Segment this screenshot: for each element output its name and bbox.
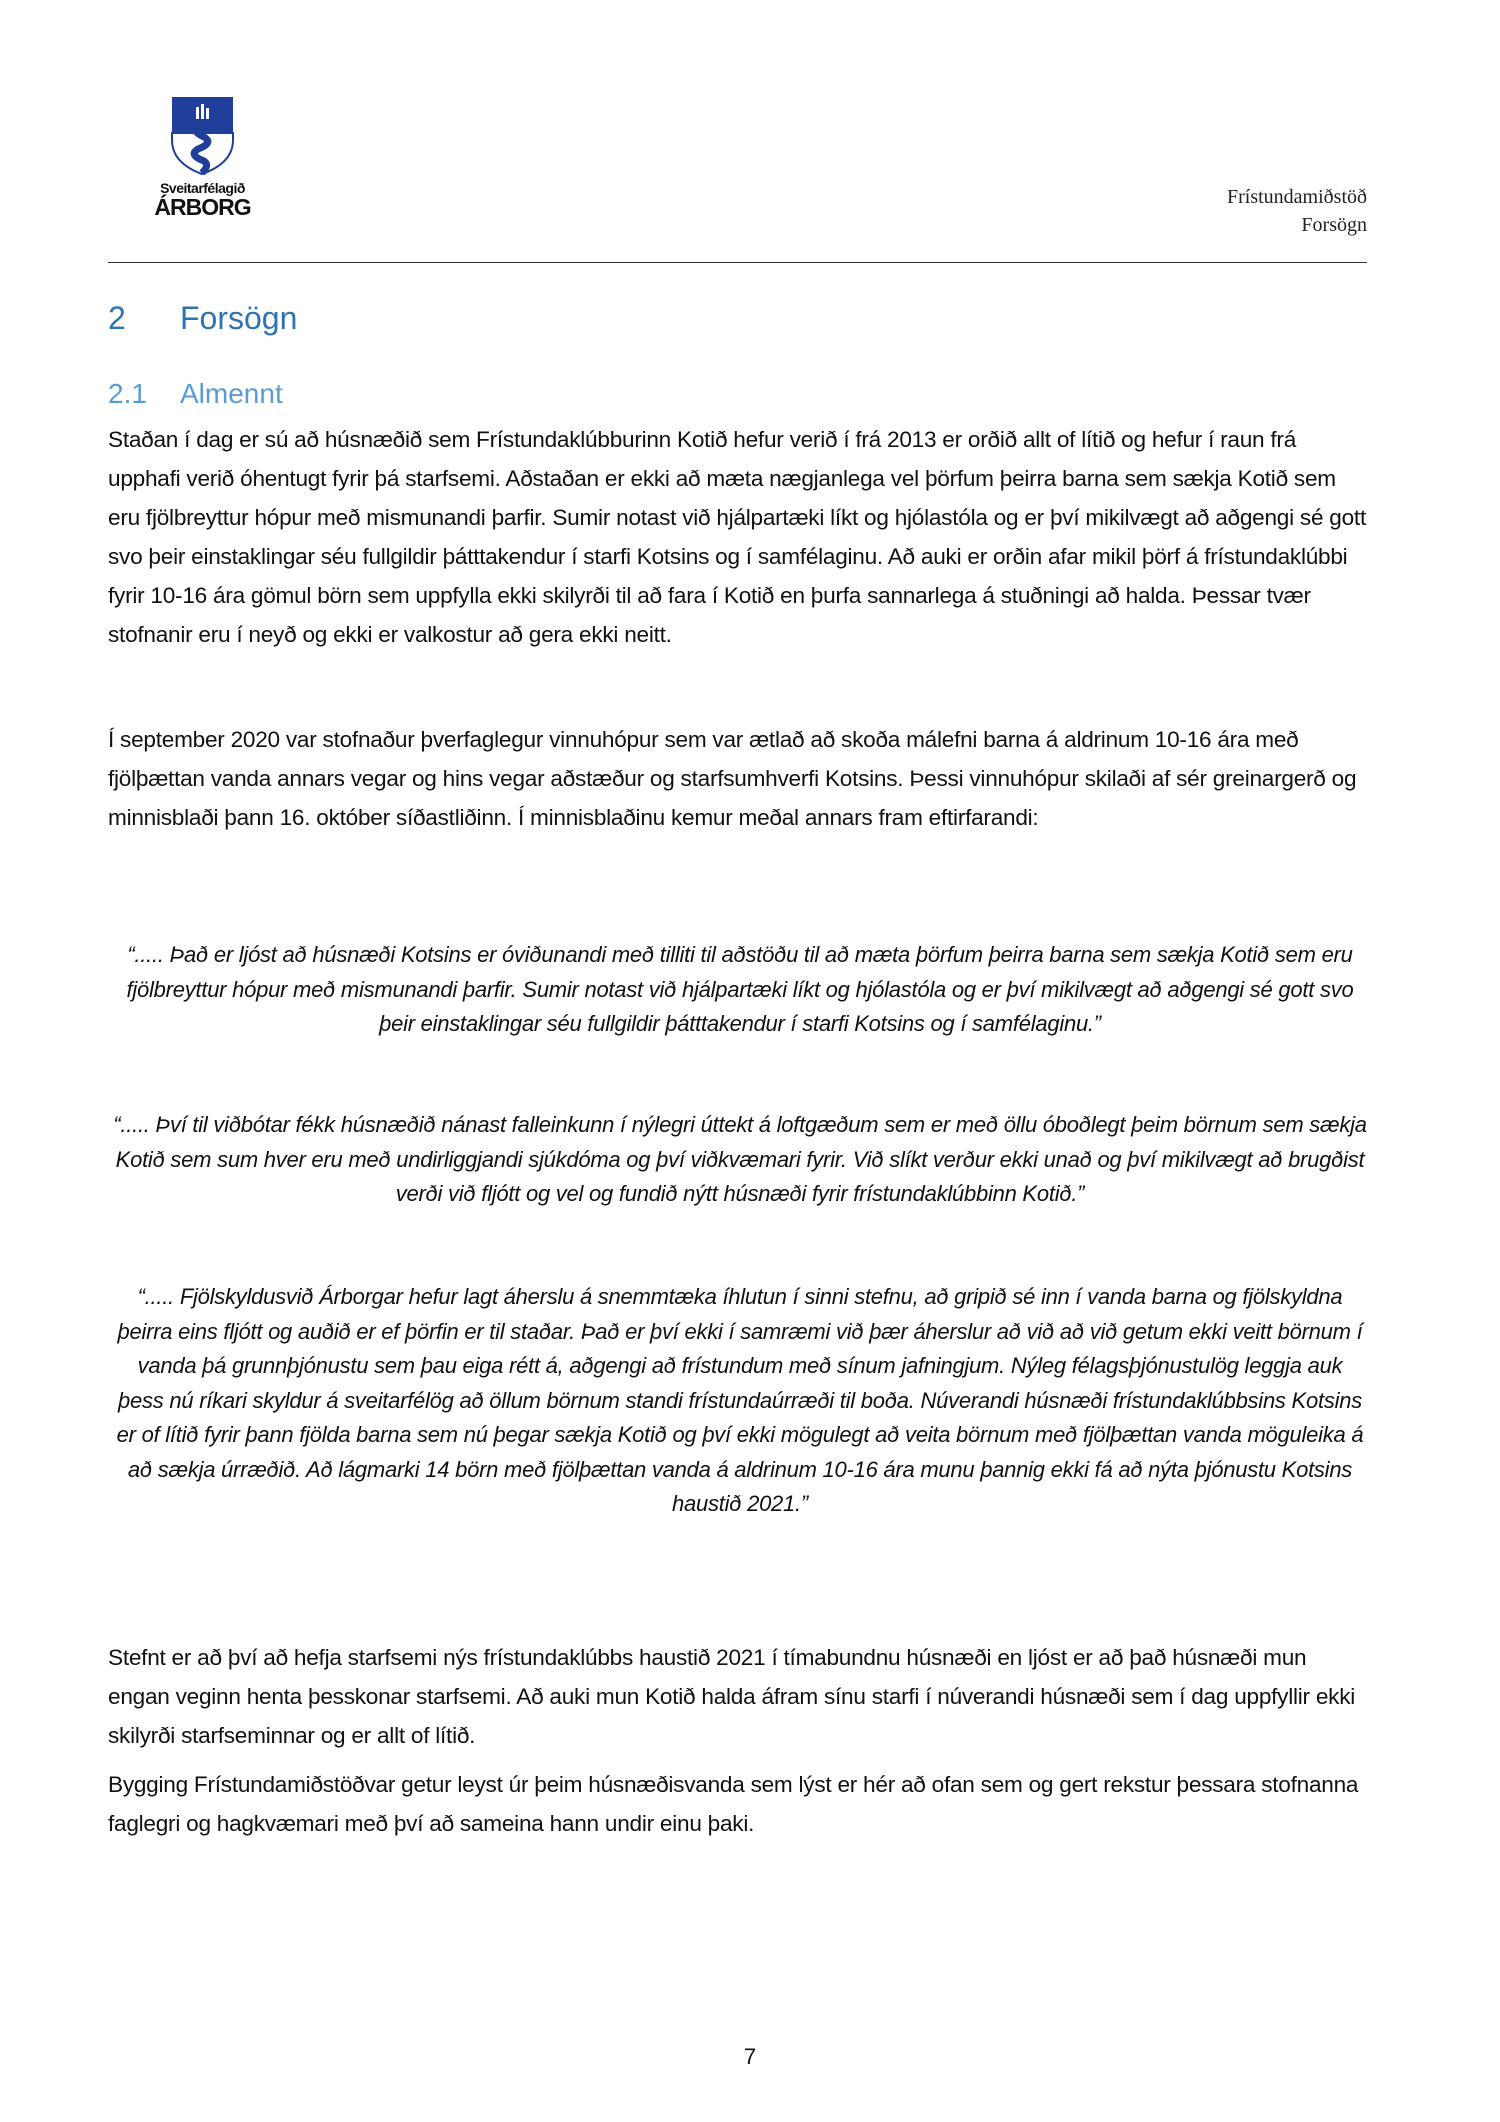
header-section-title: Forsögn — [1301, 214, 1367, 236]
subsection-heading — [108, 378, 283, 410]
section-heading — [108, 300, 297, 337]
coat-of-arms-icon — [150, 95, 255, 175]
logo-text-line2: ÁRBORG — [154, 194, 251, 220]
subsection-number: 2.1 — [108, 378, 147, 409]
municipality-logo — [150, 95, 255, 225]
block-quote: “..... Því til viðbótar fékk húsnæðið nánast falleinkunn í nýlegri úttekt á loftgæðum sem er með öllu óboðlegt þeim börnum sem sækja Kotið sem sum hver eru með undirliggjandi sjúkdóma og því viðkvæmari fyrir. Við slíkt verður ekki unað og því mikilvægt að brugðist verði við fljótt og vel og fundið nýtt húsnæði fyrir frístundaklúbbinn Kotið.” — [113, 1112, 1367, 1206]
section-number: 2 — [108, 300, 126, 336]
header-divider — [108, 262, 1367, 263]
body-paragraph: Staðan í dag er sú að húsnæðið sem Frístundaklúbburinn Kotið hefur verið í frá 2013 er orðið allt of lítið og hefur í raun frá upphafi verið óhentugt fyrir þá starfsemi. Aðstaðan er ekki að mæta nægjanlega vel þörfum þeirra barna sem sækja Kotið sem eru fjölbreyttur hópur með mismunandi þarfir. Sumir notast við hjálpartæki líkt og hjólastóla og er því mikilvægt að aðgengi sé gott svo þeir einstaklingar séu fullgildir þátttakendur í starfi Kotsins og í samfélaginu. Að auki er orðin afar mikil þörf á frístundaklúbbi fyrir 10-16 ára gömul börn sem uppfylla ekki skilyrði til að fara í Kotið en þurfa sannarlega á stuðningi að halda. Þessar tvær stofnanir eru í neyð og ekki er valkostur að gera ekki neitt. — [108, 427, 1366, 647]
body-paragraph: Bygging Frístundamiðstöðvar getur leyst úr þeim húsnæðisvanda sem lýst er hér að ofan sem og gert rekstur þessara stofnanna faglegri og hagkvæmari með því að sameina hann undir einu þaki. — [108, 1772, 1359, 1836]
logo-text-line1: Sveitarfélagið — [160, 180, 245, 196]
page-number: 7 — [743, 2044, 757, 2069]
block-quote: “..... Fjölskyldusvið Árborgar hefur lagt áherslu á snemmtæka íhlutun í sinni stefnu, að gripið sé inn í vanda barna og fjölskyldna þeirra eins fljótt og auðið er ef þörfin er til staðar. Það er því ekki í samræmi við þær áherslur að við að við getum ekki veitt börnum í vanda þá grunnþjónustu sem þau eiga rétt á, aðgengi að frístundum með sínum jafningjum. Nýleg félagsþjónustulög leggja auk þess nú ríkari skyldur á sveitarfélög að öllum börnum standi frístundaúrræði til boða. Núverandi húsnæði frístundaklúbbsins Kotsins er of lítið fyrir þann fjölda barna sem nú þegar sækja Kotið og því ekki mögulegt að veita börnum með fjölþættan vanda möguleika á að sækja úrræðið. Að lágmarki 14 börn með fjölþættan vanda á aldrinum 10-16 ára munu þannig ekki fá að nýta þjónustu Kotsins haustið 2021.” — [116, 1284, 1364, 1516]
body-paragraph: Í september 2020 var stofnaður þverfaglegur vinnuhópur sem var ætlað að skoða málefni barna á aldrinum 10-16 ára með fjölþættan vanda annars vegar og hins vegar aðstæður og starfsumhverfi Kotsins. Þessi vinnuhópur skilaði af sér greinargerð og minnisblaði þann 16. október síðastliðinn. Í minnisblaðinu kemur meðal annars fram eftirfarandi: — [108, 727, 1357, 830]
block-quote: “..... Það er ljóst að húsnæði Kotsins er óviðunandi með tilliti til aðstöðu til að mæta þörfum þeirra barna sem sækja Kotið sem eru fjölbreyttur hópur með mismunandi þarfir. Sumir notast við hjálpartæki líkt og hjólastóla og er því mikilvægt að aðgengi sé gott svo þeir einstaklingar séu fullgildir þátttakendur í starfi Kotsins og í samfélaginu.” — [126, 942, 1354, 1036]
section-title: Forsögn — [180, 300, 298, 336]
subsection-title: Almennt — [180, 378, 283, 409]
body-paragraph: Stefnt er að því að hefja starfsemi nýs frístundaklúbbs haustið 2021 í tímabundnu húsnæði en ljóst er að það húsnæði mun engan veginn henta þesskonar starfsemi. Að auki mun Kotið halda áfram sínu starfi í núverandi húsnæði sem í dag uppfyllir ekki skilyrði starfseminnar og er allt of lítið. — [108, 1645, 1356, 1748]
header-document-title: Frístundamiðstöð — [1226, 186, 1367, 208]
